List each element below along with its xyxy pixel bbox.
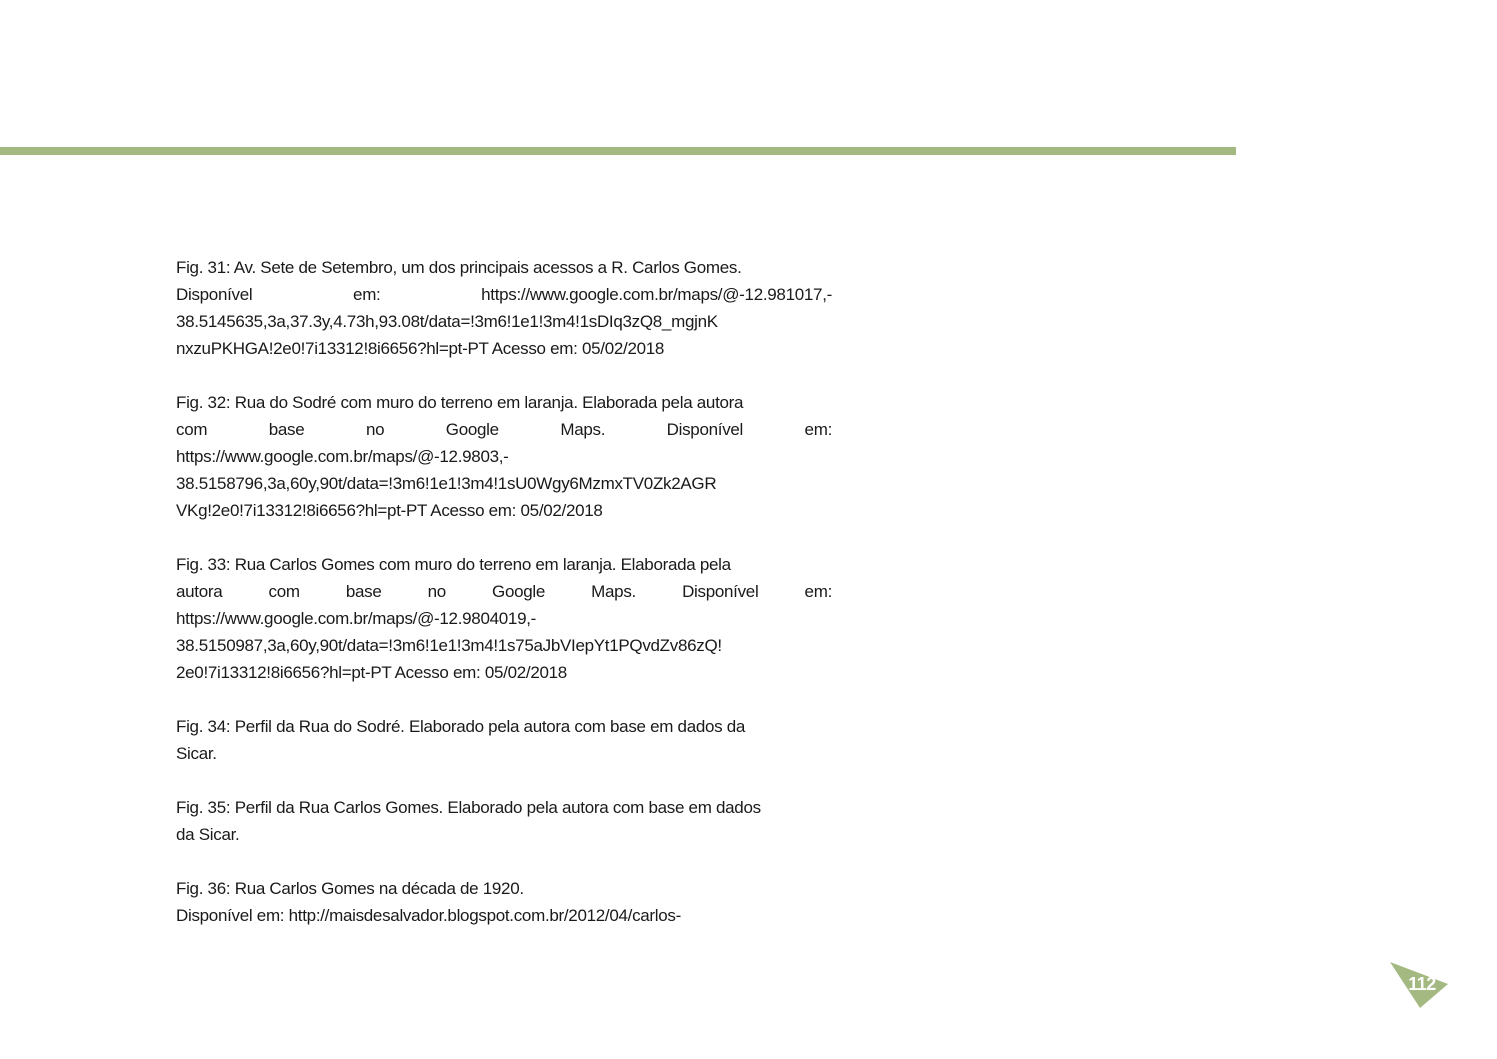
caption-line: autora com base no Google Maps. Disponível em:: [176, 582, 832, 601]
caption-line: Disponível em: http://maisdesalvador.blogspot.com.br/2012/04/carlos-: [176, 906, 681, 925]
caption-line: Sicar.: [176, 744, 217, 763]
figure-caption-36: [176, 875, 832, 929]
figure-caption-32: [176, 389, 832, 524]
caption-line: 38.5158796,3a,60y,90t/data=!3m6!1e1!3m4!1sU0Wgy6MzmxTV0Zk2AGR: [176, 474, 717, 493]
caption-line: 38.5145635,3a,37.3y,4.73h,93.08t/data=!3m6!1e1!3m4!1sDIq3zQ8_mgjnK: [176, 312, 718, 331]
page-number: 112: [1408, 974, 1436, 994]
figure-caption-33: [176, 551, 832, 686]
caption-line: nxzuPKHGA!2e0!7i13312!8i6656?hl=pt-PT Acesso em: 05/02/2018: [176, 339, 665, 358]
caption-line: VKg!2e0!7i13312!8i6656?hl=pt-PT Acesso em: 05/02/2018: [176, 501, 603, 520]
caption-line: https://www.google.com.br/maps/@-12.9803,-: [176, 447, 509, 466]
caption-line: Fig. 31: Av. Sete de Setembro, um dos principais acessos a R. Carlos Gomes.: [176, 258, 742, 277]
caption-line: Fig. 36: Rua Carlos Gomes na década de 1920.: [176, 879, 524, 898]
caption-line: 2e0!7i13312!8i6656?hl=pt-PT Acesso em: 05/02/2018: [176, 663, 567, 682]
caption-line: Fig. 32: Rua do Sodré com muro do terreno em laranja. Elaborada pela autora: [176, 393, 744, 412]
figure-caption-35: [176, 794, 832, 848]
figure-caption-31: [176, 254, 832, 362]
caption-line: Disponível em: https://www.google.com.br/maps/@-12.981017,-: [176, 285, 832, 304]
header-accent-rule: [0, 147, 1236, 155]
caption-line: com base no Google Maps. Disponível em:: [176, 420, 832, 439]
caption-line: 38.5150987,3a,60y,90t/data=!3m6!1e1!3m4!1s75aJbVIepYt1PQvdZv86zQ!: [176, 636, 722, 655]
caption-line: Fig. 35: Perfil da Rua Carlos Gomes. Elaborado pela autora com base em dados: [176, 798, 761, 817]
caption-line: Fig. 33: Rua Carlos Gomes com muro do terreno em laranja. Elaborada pela: [176, 555, 731, 574]
caption-line: Fig. 34: Perfil da Rua do Sodré. Elaborado pela autora com base em dados da: [176, 717, 746, 736]
figure-caption-34: [176, 713, 832, 767]
caption-line: https://www.google.com.br/maps/@-12.9804019,-: [176, 609, 537, 628]
figure-caption-list: [176, 254, 832, 956]
caption-line: da Sicar.: [176, 825, 240, 844]
